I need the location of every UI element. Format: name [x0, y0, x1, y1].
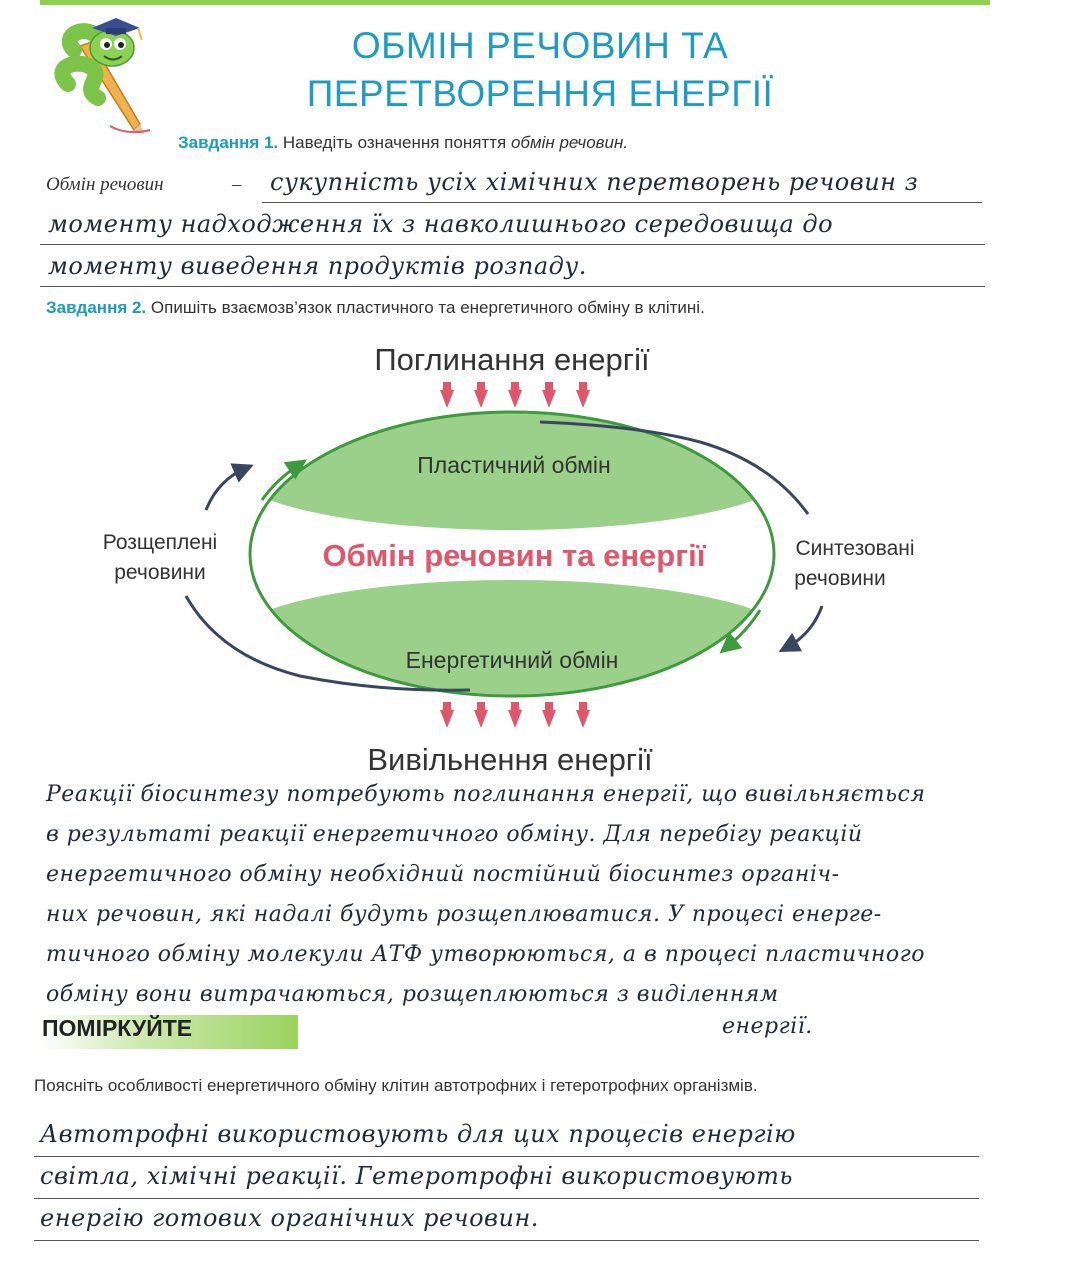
left-label-line-1: Розщеплені — [102, 531, 218, 554]
task-2-answer-line-2: в результаті реакції енергетичного обміну. Для перебігу реакцій — [46, 822, 863, 847]
answer-rule-2 — [40, 244, 985, 245]
metabolism-diagram — [0, 330, 1078, 780]
worm-mascot-icon — [40, 6, 180, 136]
task-2-answer-line-7: енергії. — [722, 1014, 813, 1039]
answer-dash: – — [232, 174, 242, 195]
page-title — [240, 22, 840, 118]
task-1-answer-line-3: моменту виведення продуктів розпаду. — [48, 252, 587, 280]
absorption-arrows — [440, 382, 590, 408]
task-2-answer-line-3: енергетичного обміну необхідний постійний біосинтез органіч- — [46, 862, 840, 887]
energy-metabolism-segment — [232, 580, 792, 700]
task-2-label: Завдання 2. — [46, 298, 147, 317]
task-2-answer-line-1: Реакції біосинтезу потребують поглинання енергії, що вивільняється — [46, 782, 926, 807]
center-label: Обмін речовин та енергії — [322, 538, 706, 573]
task-1-prompt — [178, 133, 628, 153]
energy-metabolism-label: Енергетичний обмін — [405, 647, 619, 673]
title-line-2: ПЕРЕТВОРЕННЯ ЕНЕРГІЇ — [306, 73, 774, 114]
absorption-label: Поглинання енергії — [374, 342, 650, 377]
release-label: Вивільнення енергії — [367, 742, 653, 777]
task-1-text: Наведіть означення поняття — [282, 133, 507, 152]
answer-rule-3 — [40, 286, 985, 287]
right-label-line-1: Синтезовані — [795, 537, 915, 560]
think-rule-3 — [34, 1240, 979, 1241]
task-1-term: обмін речовин. — [510, 133, 629, 152]
task-2-answer-line-4: них речовин, які надалі будуть розщеплюватися. У процесі енерге- — [46, 902, 882, 927]
task-1-answer-line-2: моменту надходження їх з навколишнього середовища до — [48, 210, 834, 238]
think-answer-line-1: Автотрофні використовують для цих процесів енергію — [40, 1120, 796, 1148]
task-2-answer-line-5: тичного обміну молекули АТФ утворюються, а в процесі пластичного — [46, 942, 925, 967]
think-rule-2 — [34, 1198, 979, 1199]
left-label-line-2: речовини — [114, 561, 206, 584]
task-2-answer-line-6: обміну вони витрачаються, розщеплюються з виділенням — [46, 982, 779, 1007]
think-label: ПОМІРКУЙТЕ — [42, 1015, 193, 1041]
right-lower-arrow — [786, 606, 822, 648]
think-answer-line-2: світла, хімічні реакції. Гетеротрофні використовують — [40, 1162, 793, 1190]
task-1-answer-line-1: сукупність усіх хімічних перетворень речовин з — [270, 168, 919, 196]
left-upper-arrow — [206, 468, 246, 510]
task-2-prompt — [46, 298, 705, 318]
answer-term: Обмін речовин — [46, 174, 164, 195]
release-arrows — [440, 702, 590, 728]
right-label-line-2: речовини — [794, 567, 886, 590]
title-line-1: ОБМІН РЕЧОВИН ТА — [351, 25, 729, 66]
top-accent-bar — [40, 0, 990, 5]
task-2-text: Опишіть взаємозв’язок пластичного та енергетичного обміну в клітині. — [150, 298, 705, 317]
answer-rule-1 — [262, 202, 982, 203]
plastic-metabolism-label: Пластичний обмін — [417, 452, 611, 478]
think-answer-line-3: енергію готових органічних речовин. — [40, 1204, 539, 1232]
think-rule-1 — [34, 1156, 979, 1157]
think-question: Поясніть особливості енергетичного обміну клітин автотрофних і гетеротрофних організмів. — [34, 1076, 758, 1095]
task-1-label: Завдання 1. — [178, 133, 279, 152]
